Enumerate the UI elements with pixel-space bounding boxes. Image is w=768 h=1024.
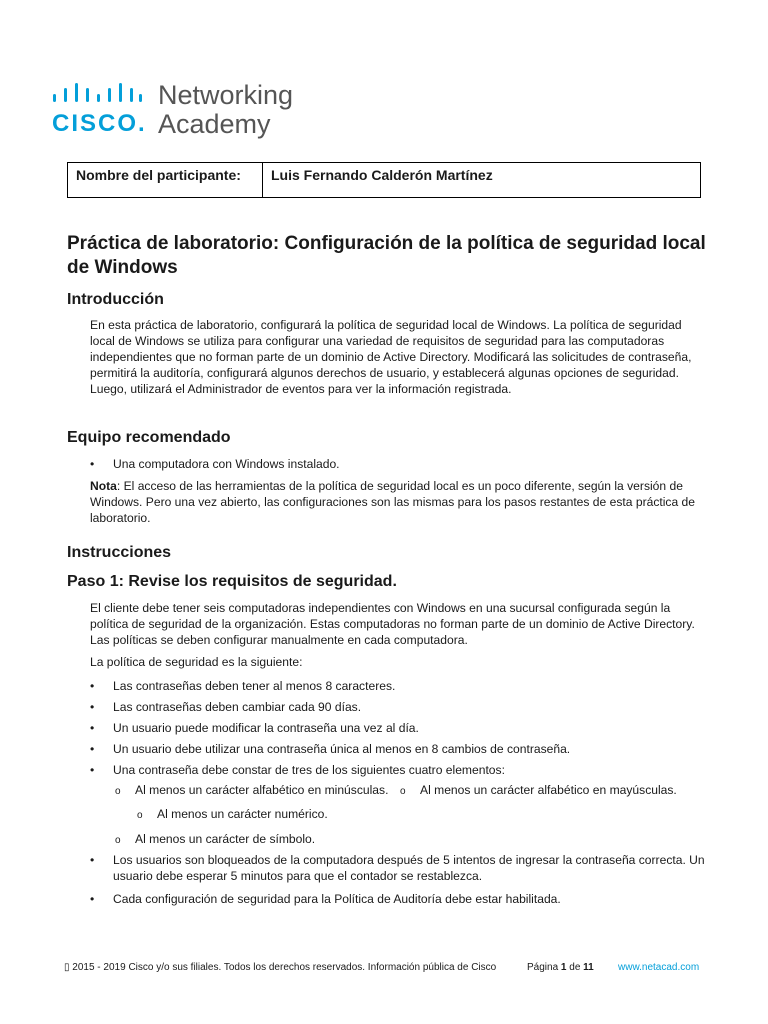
document-title: Práctica de laboratorio: Configuración de la política de seguridad local de Windows — [67, 233, 706, 278]
list-item: • Una contraseña debe constar de tres de los siguientes cuatro elementos: — [90, 763, 505, 777]
cisco-bars-icon — [52, 82, 142, 104]
note-paragraph — [90, 478, 708, 526]
footer-page-number: Página 1 de 11 — [527, 962, 594, 973]
cisco-wordmark: CISCO. — [52, 110, 147, 137]
brand-academy: Academy — [158, 109, 271, 139]
heading-instrucciones: Instrucciones — [67, 544, 172, 561]
list-item: • Las contraseñas deben cambiar cada 90 días. — [90, 700, 362, 714]
cisco-networking-academy-logo — [52, 80, 312, 140]
sub-list-item: o Al menos un carácter alfabético en minúsculas. — [115, 783, 389, 797]
list-item: • Un usuario debe utilizar una contraseña única al menos en 8 cambios de contraseña. — [90, 742, 571, 756]
heading-paso-1: Paso 1: Revise los requisitos de seguridad. — [67, 573, 397, 590]
sub-list-item: o Al menos un carácter alfabético en mayúsculas. — [400, 783, 677, 797]
participant-name: Luis Fernando Calderón Martínez — [263, 163, 701, 198]
brand-networking: Networking — [158, 80, 294, 110]
list-item: • Las contraseñas deben tener al menos 8 caracteres. — [90, 679, 396, 693]
note-label: Nota — [90, 479, 117, 493]
equipment-list — [90, 456, 710, 472]
note-text: : El acceso de las herramientas de la política de seguridad local es un poco diferente, según la versión de Windows. Pero una vez abierto, las configuraciones son las mismas para los pasos restantes de esta práctica de laboratorio. — [90, 479, 695, 525]
list-item: • Un usuario puede modificar la contraseña una vez al día. — [90, 721, 419, 735]
list-item: • Cada configuración de seguridad para la Política de Auditoría debe estar habilitada. — [90, 892, 561, 906]
policy-intro: La política de seguridad es la siguiente: — [90, 655, 303, 669]
footer-copyright: ▯ 2015 - 2019 Cisco y/o sus filiales. Todos los derechos reservados. Información pública de Cisco — [64, 962, 497, 973]
list-item: • Los usuarios son bloqueados de la computadora después de 5 intentos de ingresar la contraseña correcta. Un usuario debe esperar 5 minutos para que el contador se restablezca. — [90, 853, 705, 883]
sub-list-item: o Al menos un carácter de símbolo. — [115, 832, 316, 846]
sub-list-item: o Al menos un carácter numérico. — [137, 807, 328, 821]
footer-netacad-link[interactable]: www.netacad.com — [618, 962, 700, 973]
intro-paragraph: En esta práctica de laboratorio, configurará la política de seguridad local de Windows. La política de seguridad local de Windows se utiliza para configurar una variedad de requisitos de seguridad para las computadoras independientes que no forman parte de un dominio de Active Directory. Modificará las solicitudes de contraseña, permitirá la auditoría, configurará algunos derechos de usuario, y establecerá algunas opciones de seguridad. Luego, utilizará el Administrador de eventos para ver la información registrada. — [90, 318, 692, 396]
heading-equipo-recomendado: Equipo recomendado — [67, 429, 231, 446]
heading-introduccion: Introducción — [67, 291, 164, 308]
list-item: • Una computadora con Windows instalado. — [90, 457, 340, 471]
policy-list-continued — [90, 852, 710, 907]
participant-table — [67, 162, 701, 198]
participant-label: Nombre del participante: — [68, 163, 263, 198]
policy-list — [90, 678, 710, 778]
participant-row — [68, 163, 701, 198]
page-footer — [64, 962, 714, 978]
step1-paragraph: El cliente debe tener seis computadoras independientes con Windows en una sucursal configurada según la política de seguridad de la organización. Estas computadoras no forman parte de un dominio de Active Directory. Las políticas se deben configurar manualmente en cada computadora. — [90, 601, 695, 647]
